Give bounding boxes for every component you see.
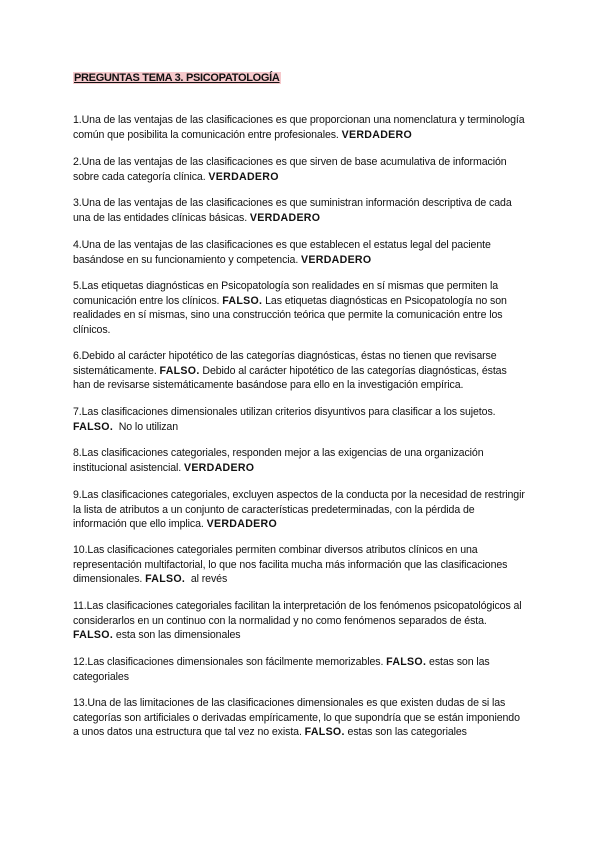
question-text: 10.Las clasificaciones categoriales permiten combinar diversos atributos clínicos en una representación multifactorial, lo que nos facilita mucha más información que las clasificaciones dimensionales. bbox=[73, 544, 508, 586]
question-5 bbox=[73, 279, 525, 337]
answer: VERDADERO bbox=[341, 128, 413, 141]
question-text: 13.Una de las limitaciones de las clasificaciones dimensionales es que existen dudas de si las categorías son artificiales o derivadas empíricamente, lo que supondría que se están imponiendo a unos datos una estructura que tal vez no exista. bbox=[73, 697, 520, 739]
question-3 bbox=[73, 196, 525, 225]
question-11 bbox=[73, 599, 525, 643]
question-12 bbox=[73, 655, 525, 684]
question-text: 8.Las clasificaciones categoriales, responden mejor a las exigencias de una organización institucional asistencial. bbox=[73, 447, 484, 474]
question-2 bbox=[73, 155, 525, 184]
question-text: 1.Una de las ventajas de las clasificaciones es que proporcionan una nomenclatura y terminología común que posibilita la comunicación entre profesionales. bbox=[73, 114, 525, 141]
question-8 bbox=[73, 446, 525, 475]
question-text: 3.Una de las ventajas de las clasificaciones es que suministran información descriptiva de cada una de las entidades clínicas básicas. bbox=[73, 197, 512, 224]
question-9 bbox=[73, 488, 525, 532]
answer-note: Las etiquetas diagnósticas en Psicopatología no son realidades en sí mismas, sino una construcción teórica que permite la comunicación entre los clínicos. bbox=[73, 294, 507, 336]
answer: VERDADERO bbox=[249, 211, 321, 224]
answer-note: al revés bbox=[185, 573, 228, 586]
answer: FALSO. bbox=[222, 294, 263, 307]
answer: FALSO. bbox=[73, 420, 114, 433]
question-text: 5.Las etiquetas diagnósticas en Psicopatología son realidades en sí mismas que permiten la comunicación entre los clínicos. bbox=[73, 280, 499, 307]
question-text: 4.Una de las ventajas de las clasificaciones es que establecen el estatus legal del paciente basándose en su funcionamiento y competencia. bbox=[73, 239, 491, 266]
answer: FALSO. bbox=[159, 364, 200, 377]
question-text: 6.Debido al carácter hipotético de las categorías diagnósticas, éstas no tienen que revisarse sistemáticamente. bbox=[73, 350, 497, 377]
answer-note: No lo utilizan bbox=[113, 420, 178, 433]
answer-note: estas son las categoriales bbox=[344, 726, 467, 739]
question-6 bbox=[73, 349, 525, 393]
answer: FALSO. bbox=[73, 629, 114, 642]
answer-note: esta son las dimensionales bbox=[113, 629, 241, 642]
answer: VERDADERO bbox=[208, 170, 279, 183]
question-text: 12.Las clasificaciones dimensionales son fácilmente memorizables. bbox=[73, 656, 387, 668]
question-10 bbox=[73, 543, 525, 587]
answer: VERDADERO bbox=[183, 461, 255, 474]
question-4 bbox=[73, 238, 525, 267]
answer: VERDADERO bbox=[301, 253, 372, 266]
question-text: 9.Las clasificaciones categoriales, excluyen aspectos de la conducta por la necesidad de restringir la lista de atributos a un conjunto de características predeterminadas, con la pérdida de información que ello implica. bbox=[73, 489, 525, 531]
question-13 bbox=[73, 696, 525, 740]
question-1 bbox=[73, 113, 525, 142]
question-text: 2.Una de las ventajas de las clasificaciones es que sirven de base acumulativa de información sobre cada categoría clínica. bbox=[73, 156, 507, 183]
answer: VERDADERO bbox=[206, 518, 277, 531]
answer: FALSO. bbox=[304, 726, 345, 739]
answer: FALSO. bbox=[386, 656, 427, 668]
question-text: 7.Las clasificaciones dimensionales utilizan criterios disyuntivos para clasificar a los sujetos. bbox=[73, 406, 496, 418]
answer-note: Debido al carácter hipotético de las categorías diagnósticas, éstas han de revisarse sistemáticamente basándose para ello en la investigación empírica. bbox=[73, 364, 507, 392]
question-7 bbox=[73, 405, 525, 434]
question-text: 11.Las clasificaciones categoriales facilitan la interpretación de los fenómenos psicopatológicos al considerarlos en un continuo con la normalidad y no como fenómenos separados de ésta. bbox=[73, 600, 522, 627]
document-title: PREGUNTAS TEMA 3. PSICOPATOLOGÍA bbox=[74, 72, 280, 84]
answer: FALSO. bbox=[145, 573, 186, 586]
answer-note: estas son las categoriales bbox=[73, 656, 490, 683]
